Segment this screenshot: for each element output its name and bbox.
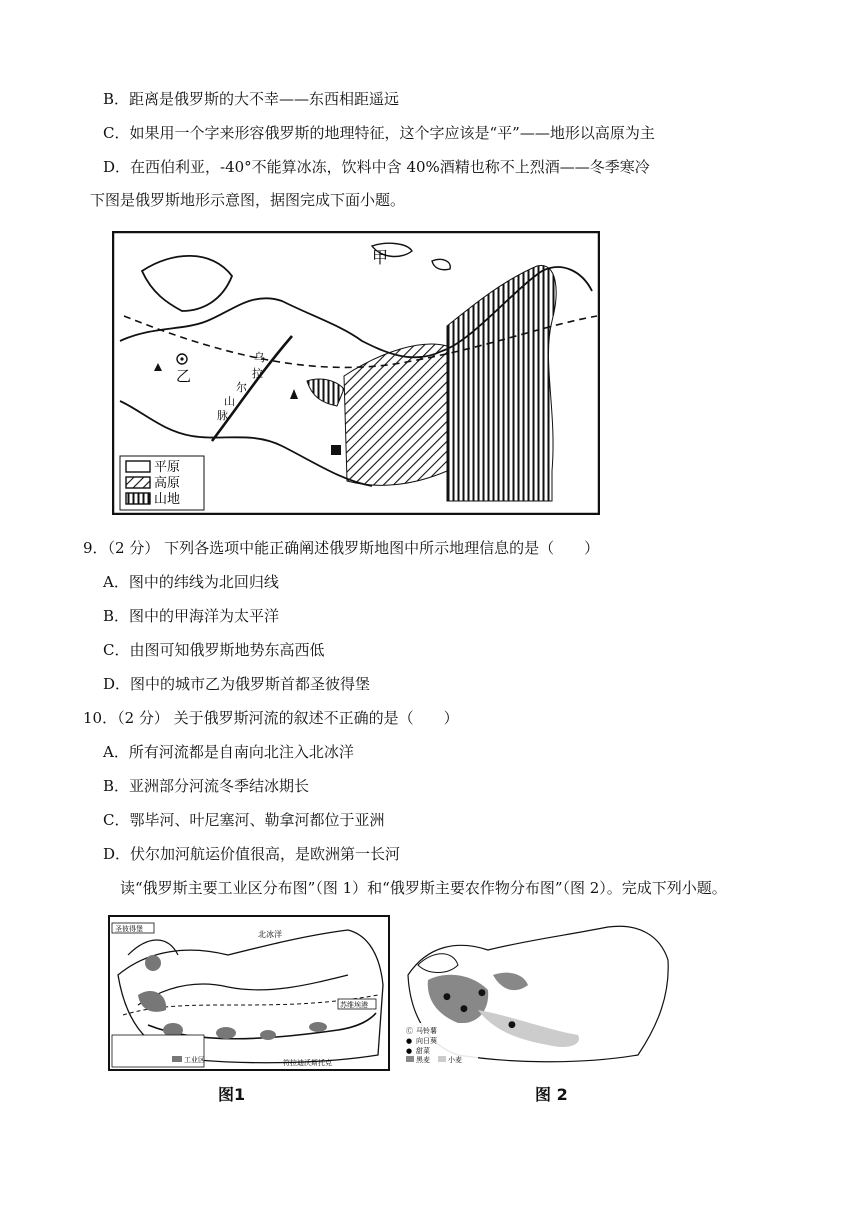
ural-char-1: 乌 [254, 351, 265, 364]
legend-mountain: 山地 [154, 492, 181, 507]
option-c-prev: C．如果用一个字来形容俄罗斯的地理特征，这个字应该是“平”——地形以高原为主 [103, 124, 655, 142]
map-intro: 下图是俄罗斯地形示意图，据图完成下面小题。 [90, 191, 406, 209]
fig1-legend-industry: 工业区 [184, 1056, 205, 1064]
figs-intro: 读“俄罗斯主要工业区分布图”（图 1）和“俄罗斯主要农作物分布图”（图 2）。完成下列小题。 [120, 879, 727, 897]
legend-mountain-swatch [126, 493, 150, 504]
fig2-legend-wheat: 小麦 [448, 1056, 462, 1064]
q10-option-a: A．所有河流都是自南向北注入北冰洋 [103, 743, 354, 761]
ural-char-2: 拉 [252, 367, 263, 380]
q9-option-a: A．图中的纬线为北回归线 [103, 573, 279, 591]
crop-map [398, 915, 678, 1071]
fig1-label-vladivostok: 符拉迪沃斯托克 [283, 1059, 332, 1067]
q9-option-c: C．由图可知俄罗斯地势东高西低 [103, 641, 325, 659]
svg-text:●: ● [460, 1004, 468, 1014]
q10-stem: 10．（2 分） 关于俄罗斯河流的叙述不正确的是（ ） [83, 709, 459, 727]
legend-plateau-swatch [126, 477, 150, 488]
fig2-legend-potato: 马铃薯 [416, 1027, 437, 1035]
svg-text:●: ● [443, 992, 451, 1002]
fig1-caption: 图1 [218, 1085, 246, 1104]
q9-option-b: B．图中的甲海洋为太平洋 [103, 607, 280, 625]
svg-text:●: ● [406, 1047, 413, 1055]
fig1-label-port: 苏维埃港 [340, 1001, 368, 1009]
q10-option-d: D．伏尔加河航运价值很高，是欧洲第一长河 [103, 845, 401, 863]
svg-text:Ⓒ: Ⓒ [406, 1027, 413, 1035]
fig2-legend-sunflower: 向日葵 [416, 1037, 437, 1045]
svg-text:●: ● [478, 988, 486, 998]
q9-option-d: D．图中的城市乙为俄罗斯首都圣彼得堡 [103, 675, 371, 693]
q9-stem: 9．（2 分） 下列各选项中能正确阐述俄罗斯地图中所示地理信息的是（ ） [83, 539, 600, 557]
legend-plain-swatch [126, 461, 150, 472]
ural-char-4: 山 [224, 395, 235, 408]
option-b-prev: B．距离是俄罗斯的大不幸——东西相距遥远 [103, 90, 400, 108]
q10-option-c: C．鄂毕河、叶尼塞河、勒拿河都位于亚洲 [103, 811, 385, 829]
svg-text:●: ● [508, 1020, 516, 1030]
label-jia: 甲 [372, 248, 389, 267]
svg-text:●: ● [406, 1037, 413, 1045]
fig1-label-arctic: 北冰洋 [258, 930, 282, 939]
industry-map [108, 915, 390, 1071]
ural-char-5: 脉 [217, 409, 228, 422]
fig2-caption: 图 2 [535, 1085, 568, 1104]
option-d-prev: D．在西伯利亚，-40°不能算冰冻，饮料中含 40%酒精也称不上烈酒——冬季寒冷 [103, 158, 650, 176]
label-yi: 乙 [176, 367, 192, 385]
fig2-legend-rye: 黑麦 [416, 1056, 430, 1064]
ural-char-3: 尔 [236, 381, 247, 394]
legend-plateau: 高原 [154, 476, 181, 491]
russia-terrain-map [112, 231, 600, 515]
fig1-label-stpetersburg: 圣彼得堡 [115, 925, 143, 933]
q10-option-b: B．亚洲部分河流冬季结冰期长 [103, 777, 310, 795]
legend-plain: 平原 [154, 460, 181, 475]
fig2-legend-beet: 甜菜 [416, 1047, 430, 1055]
